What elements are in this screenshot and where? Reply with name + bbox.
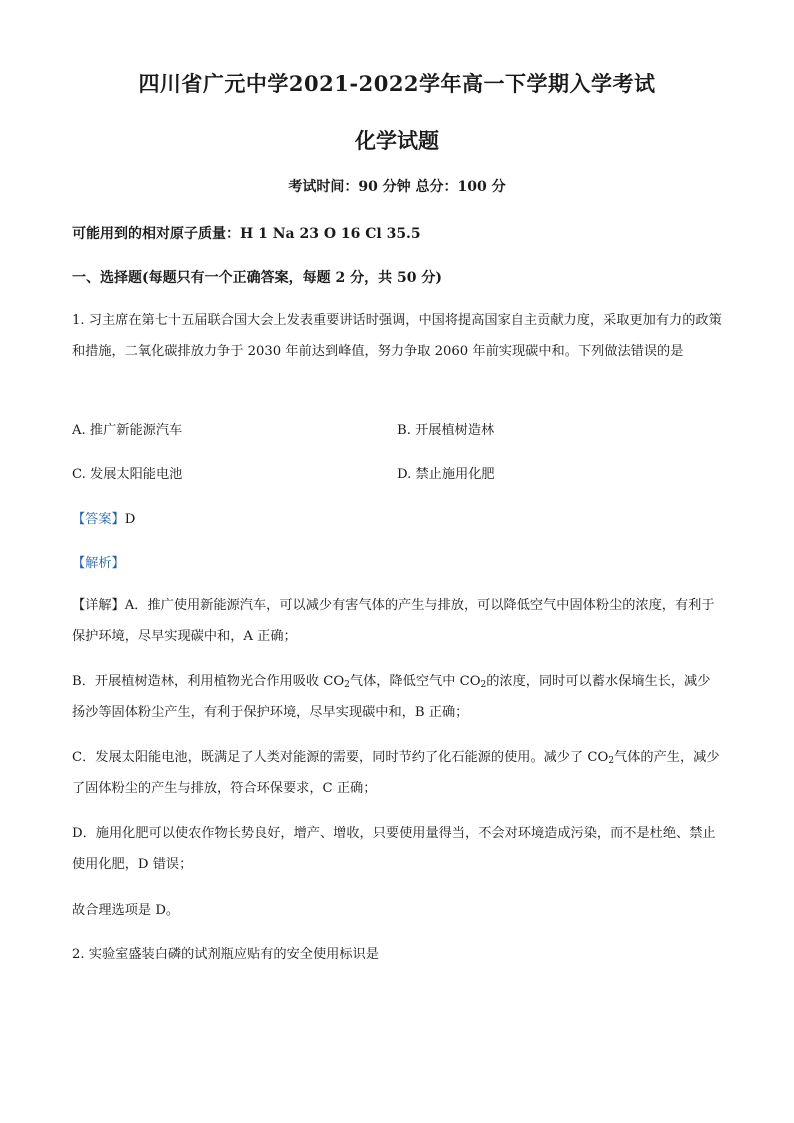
detail-d: D．施用化肥可以使农作物长势良好，增产、增收，只要使用量得当，不会对环境造成污染，而不是杜绝、禁止使用化肥，D 错误； — [72, 826, 716, 872]
detail-c — [72, 742, 722, 804]
detail-b-part-3: 的浓度，同时可以蓄水保墒生长，减少扬沙等固体粉尘产生，有利于保护环境，尽早实现碳中和，B 正确； — [72, 674, 711, 720]
answer-line — [72, 508, 135, 527]
exam-meta: 考试时间：90 分钟 总分：100 分 — [288, 179, 506, 195]
analysis-tag: 【解析】 — [72, 556, 125, 571]
option-a: A. 推广新能源汽车 — [72, 423, 183, 438]
detail-a — [72, 590, 722, 652]
question-1-stem: 1. 习主席在第七十五届联合国大会上发表重要讲话时强调，中国将提高国家自主贡献力度，采取更加有力的政策和措施，二氧化碳排放力争于 2030 年前达到峰值，努力争取 2060 年前实现碳中和。下列做法错误的是 — [72, 313, 722, 359]
exam-subtitle: 化学试题 — [355, 128, 439, 153]
co2-subscript: 2 — [608, 756, 615, 766]
answer-value: D — [124, 512, 136, 527]
option-c: C. 发展太阳能电池 — [72, 467, 183, 482]
detail-b-part-1: B．开展植树造林，利用植物光合作用吸收 CO — [72, 674, 345, 689]
detail-tag: 【详解】 — [72, 598, 125, 613]
option-d: D. 禁止施用化肥 — [397, 467, 495, 482]
question-2-stem: 2. 实验室盛装白磷的试剂瓶应贴有的安全使用标识是 — [72, 947, 379, 962]
exam-title: 四川省广元中学2021-2022学年高一下学期入学考试 — [138, 71, 656, 96]
detail-b-part-2: 气体，降低空气中 CO — [349, 674, 481, 689]
co2-subscript: 2 — [480, 680, 487, 690]
section-title: 一、选择题(每题只有一个正确答案，每题 2 分，共 50 分) — [72, 270, 442, 286]
answer-tag: 【答案】 — [72, 512, 125, 527]
detail-a-text: A．推广使用新能源汽车，可以减少有害气体的产生与排放，可以降低空气中固体粉尘的浓度，有利于保护环境，尽早实现碳中和，A 正确； — [72, 598, 715, 644]
detail-c-part-1: C．发展太阳能电池，既满足了人类对能源的需要，同时节约了化石能源的使用。减少了 CO — [72, 750, 609, 765]
detail-b — [72, 666, 722, 728]
conclusion: 故合理选项是 D。 — [72, 903, 180, 918]
option-b: B. 开展植树造林 — [397, 423, 495, 438]
detail-c-part-2: 气体的产生，减少了固体粉尘的产生与排放，符合环保要求，C 正确； — [72, 750, 720, 796]
atomic-masses: 可能用到的相对原子质量：H 1 Na 23 O 16 Cl 35.5 — [72, 226, 421, 242]
co2-subscript: 2 — [344, 680, 350, 690]
